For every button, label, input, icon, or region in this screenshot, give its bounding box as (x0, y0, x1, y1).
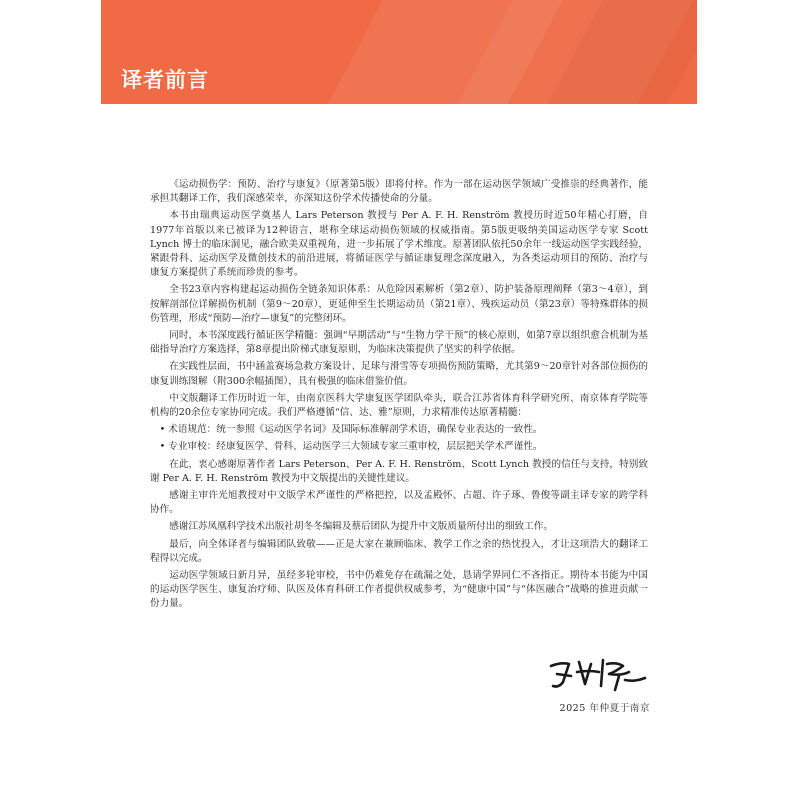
paragraph: 全书23章内容构建起运动损伤全链条知识体系：从危险因素解析（第2章）、防护装备原理阐释（第3～4章），到按解剖部位详解损伤机制（第9～20章），更延伸至生长期运动员（第21章）、残疾运动员（第23章）等特殊群体的损伤管理，形成“预防—治疗—康复”的完整闭环。 (150, 284, 648, 324)
paragraph: 感谢江苏凤凰科学技术出版社胡冬冬编辑及蔡后团队为提升中文版质量所付出的细致工作。 (169, 521, 553, 533)
paragraph: 同时，本书深度践行循证医学精髓：强调“早期活动”与“生物力学干预”的核心原则，如第7章以组织愈合机制为基础指导治疗方案选择，第8章提出阶梯式康复原则，为临床决策提供了坚实的科学依据。 (150, 330, 648, 356)
paragraph: 《运动损伤学：预防、治疗与康复》（原著第5版）即将付梓。作为一部在运动医学领域广受推崇的经典著作，能承担其翻译工作，我们深感荣幸，亦深知这份学术传播使命的分量。 (150, 179, 648, 205)
bullet-item: • 专业审校：经康复医学、骨科、运动医学三大领域专家三重审校，层层把关学术严谨性。 (159, 441, 543, 453)
paragraph: 最后，向全体译者与编辑团队致敬——正是大家在兼顾临床、教学工作之余的热忱投入，才让这项浩大的翻译工程得以完成。 (150, 538, 648, 564)
paragraph: 中文版翻译工作历时近一年，由南京医科大学康复医学团队牵头，联合江苏省体育科学研究所、南京体育学院等机构的20余位专家协同完成。我们严格遵循“信、达、雅”原则，力求精准传达原著精髓： (150, 392, 648, 419)
page-title: 译者前言 (121, 68, 209, 92)
handwritten-signature (545, 652, 655, 696)
paragraph: 在此，衷心感谢原著作者 Lars Peterson、Per A. F. H. Renström、Scott Lynch 教授的信任与支持，特别致谢 Per A. F. H. Renström 教授为中文版提出的关键性建议。 (150, 458, 648, 484)
bullet-item: • 术语规范：统一参照《运动医学名词》及国际标准解剖学术语，确保专业表达的一致性。 (159, 424, 543, 436)
paragraph: 感谢主审许光旭教授对中文版学术严谨性的严格把控，以及孟殿怀、占超、许子琢、鲁俊等副主译专家的跨学科协作。 (150, 490, 648, 516)
header-banner (101, 0, 697, 104)
paragraph: 运动医学领域日新月异，虽经多轮审校，书中仍难免存在疏漏之处，恳请学界同仁不吝指正。期待本书能为中国的运动医学医生、康复治疗师、队医及体育科研工作者提供权威参考，为“健康中国”与“体医融合”战略的推进贡献一份力量。 (150, 570, 648, 610)
date-line: 2025 年仲夏于南京 (559, 703, 650, 714)
preface-body (150, 178, 648, 615)
paragraph: 本书由瑞典运动医学奠基人 Lars Peterson 教授与 Per A. F. H. Renström 教授历时近50年精心打磨，自1977年首版以来已被译为12种语言，堪称全球运动损伤领域的权威指南。第5版更吸纳美国运动医学专家 Scott Lynch 博士的临床洞见，融合欧美双重视角，进一步拓展了学术维度。原著团队依托50余年一线运动医学实践经验，紧跟骨科、运动医学及微创技术的前沿进展，将循证医学与循证康复理念深度融入，为各类运动项目的预防、治疗与康复方案提供了系统而珍贵的参考。 (150, 210, 648, 279)
paragraph: 在实践性层面，书中涵盖赛场急救方案设计、足球与滑雪等专项损伤预防策略，尤其第9～20章针对各部位损伤的康复训练图解（附300余幅插图），具有极强的临床借鉴价值。 (150, 361, 648, 387)
